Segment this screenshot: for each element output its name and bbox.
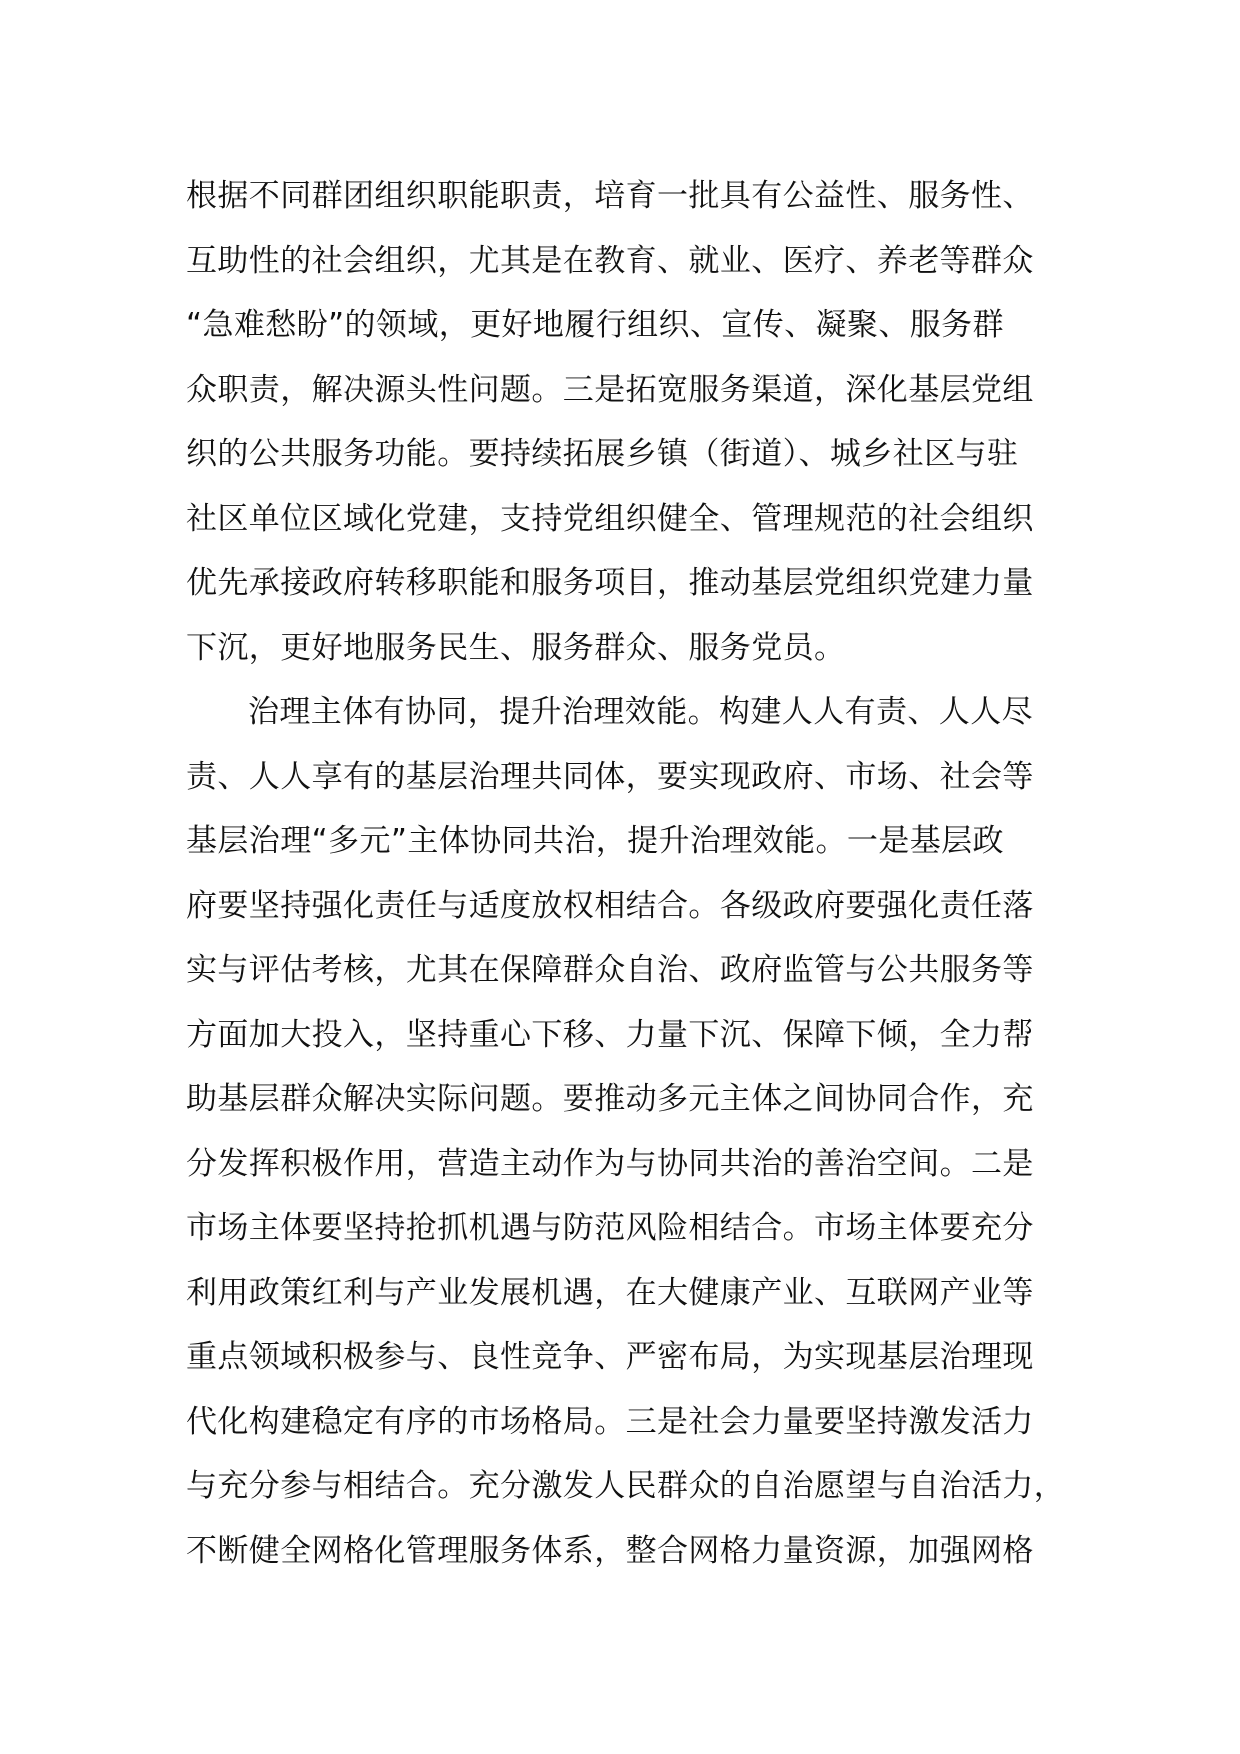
text-line: 下沉，更好地服务民生、服务群众、服务党员。 [186, 629, 846, 666]
paragraph-first-line: 治理主体有协同，提升治理效能。构建人人有责、人人尽 [248, 694, 1033, 730]
text-line: 基层治理“多元”主体协同共治，提升治理效能。一是基层政 [186, 823, 1004, 859]
text-line: 代化构建稳定有序的市场格局。三是社会力量要坚持激发活力 [186, 1403, 1034, 1440]
text-line: 实与评估考核，尤其在保障群众自治、政府监管与公共服务等 [186, 952, 1034, 988]
text-line: 织的公共服务功能。要持续拓展乡镇（街道）、城乡社区与驻 [186, 436, 1019, 472]
text-line: 与充分参与相结合。充分激发人民群众的自治愿望与自治活力， [186, 1468, 1066, 1504]
text-line: 方面加大投入，坚持重心下移、力量下沉、保障下倾，全力帮 [186, 1016, 1034, 1053]
text-line: 分发挥积极作用，营造主动作为与协同共治的善治空间。二是 [186, 1145, 1034, 1182]
text-line: 不断健全网格化管理服务体系，整合网格力量资源，加强网格 [186, 1532, 1034, 1569]
text-line: 根据不同群团组织职能职责，培育一批具有公益性、服务性、 [186, 178, 1034, 214]
text-line: 重点领域积极参与、良性竞争、严密布局，为实现基层治理现 [186, 1339, 1034, 1375]
text-line: 府要坚持强化责任与适度放权相结合。各级政府要强化责任落 [186, 887, 1034, 924]
text-line: “急难愁盼”的领域，更好地履行组织、宣传、凝聚、服务群 [186, 307, 1004, 343]
body-text [186, 164, 1076, 1583]
text-line: 利用政策红利与产业发展机遇，在大健康产业、互联网产业等 [186, 1274, 1034, 1311]
text-line: 优先承接政府转移职能和服务项目，推动基层党组织党建力量 [186, 565, 1034, 601]
text-line: 社区单位区域化党建，支持党组织健全、管理规范的社会组织 [186, 500, 1034, 537]
text-line: 众职责，解决源头性问题。三是拓宽服务渠道，深化基层党组 [186, 371, 1034, 408]
text-line: 市场主体要坚持抢抓机遇与防范风险相结合。市场主体要充分 [186, 1210, 1034, 1246]
text-line: 互助性的社会组织，尤其是在教育、就业、医疗、养老等群众 [186, 242, 1034, 279]
text-line: 助基层群众解决实际问题。要推动多元主体之间协同合作，充 [186, 1081, 1034, 1117]
text-line: 责、人人享有的基层治理共同体，要实现政府、市场、社会等 [186, 758, 1034, 795]
